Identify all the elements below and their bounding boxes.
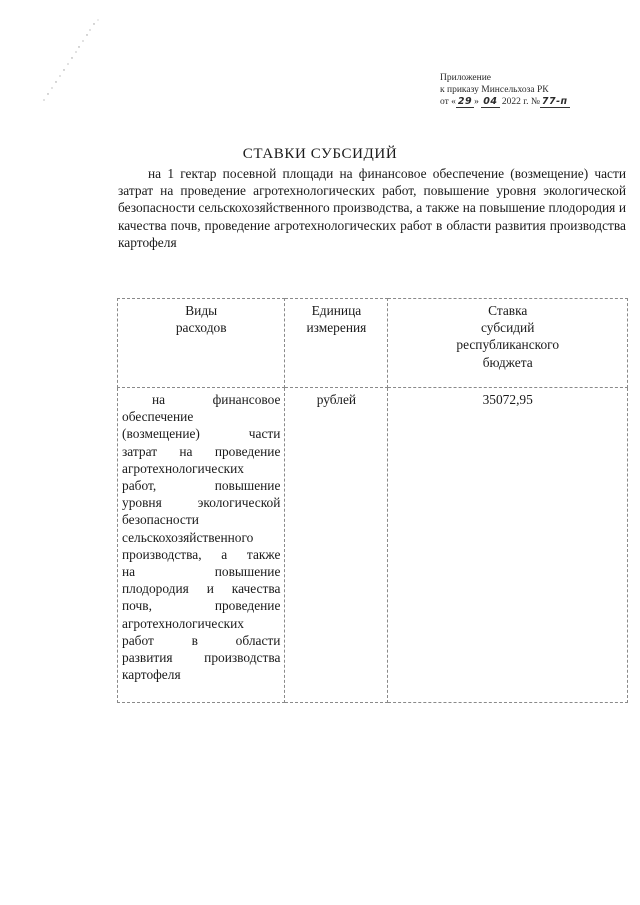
description-line: на повышение bbox=[122, 564, 281, 580]
description-line: (возмещение) части bbox=[122, 426, 281, 442]
appendix-block bbox=[440, 72, 570, 108]
table-header-row bbox=[118, 299, 628, 388]
appendix-line-2: к приказу Минсельхоза РК bbox=[440, 85, 549, 95]
header-unit-line: измерения bbox=[306, 320, 367, 336]
row-description bbox=[118, 388, 285, 703]
description-line: сельскохозяйственного bbox=[122, 529, 254, 545]
row-rate: 35072,95 bbox=[388, 388, 628, 703]
description-line: на финансовое bbox=[152, 392, 281, 407]
description-line: безопасности bbox=[122, 512, 199, 528]
header-expense-type bbox=[118, 299, 285, 388]
description-line: агротехнологических bbox=[122, 615, 245, 631]
header-unit-line: Единица bbox=[311, 303, 362, 318]
appendix-line-1: Приложение bbox=[440, 73, 491, 83]
header-rate-line: субсидий bbox=[481, 320, 535, 336]
description-line: обеспечение bbox=[122, 409, 194, 425]
rates-table bbox=[117, 298, 628, 703]
description-line: затрат на проведение bbox=[122, 443, 281, 459]
header-rate-line: Ставка bbox=[488, 303, 528, 318]
intro-paragraph: на 1 гектар посевной площади на финансовое обеспечение (возмещение) части затрат на проведение агротехнологических работ, повышение уровня экологической безопасности сельскохозяйственного производства, а также на повышение плодородия и качества почв, проведение агротехнологических работ в области развития производства картофеля bbox=[118, 166, 626, 250]
description-line: производства, а также bbox=[122, 546, 281, 562]
header-rate bbox=[388, 299, 628, 388]
appendix-day: 29 bbox=[457, 96, 473, 107]
header-unit bbox=[285, 299, 388, 388]
row-unit: рублей bbox=[285, 388, 388, 703]
appendix-month: 04 bbox=[483, 96, 498, 107]
header-rate-line: республиканского bbox=[456, 337, 560, 353]
header-rate-line: бюджета bbox=[482, 354, 533, 370]
appendix-date-mid: » bbox=[474, 97, 479, 107]
description-line: картофеля bbox=[122, 667, 181, 683]
description-line: почв, проведение bbox=[122, 598, 281, 614]
description-line: работ, повышение bbox=[122, 478, 281, 494]
document-title: СТАВКИ СУБСИДИЙ bbox=[242, 146, 398, 162]
description-line: уровня экологической bbox=[122, 495, 281, 511]
description-line: работ в области bbox=[122, 632, 281, 648]
appendix-year: 2022 г. № bbox=[501, 97, 540, 107]
table-row bbox=[118, 388, 628, 703]
scan-artifact-dots bbox=[32, 18, 102, 104]
header-expense-type-line: Виды bbox=[185, 303, 218, 318]
appendix-line-3 bbox=[440, 96, 570, 108]
description-line: плодородия и качества bbox=[122, 581, 281, 597]
description-line: агротехнологических bbox=[122, 460, 245, 476]
header-expense-type-line: расходов bbox=[175, 320, 227, 336]
appendix-date-prefix: от « bbox=[440, 97, 456, 107]
description-line: развития производства bbox=[122, 650, 281, 666]
appendix-number: 77-п bbox=[541, 96, 568, 107]
